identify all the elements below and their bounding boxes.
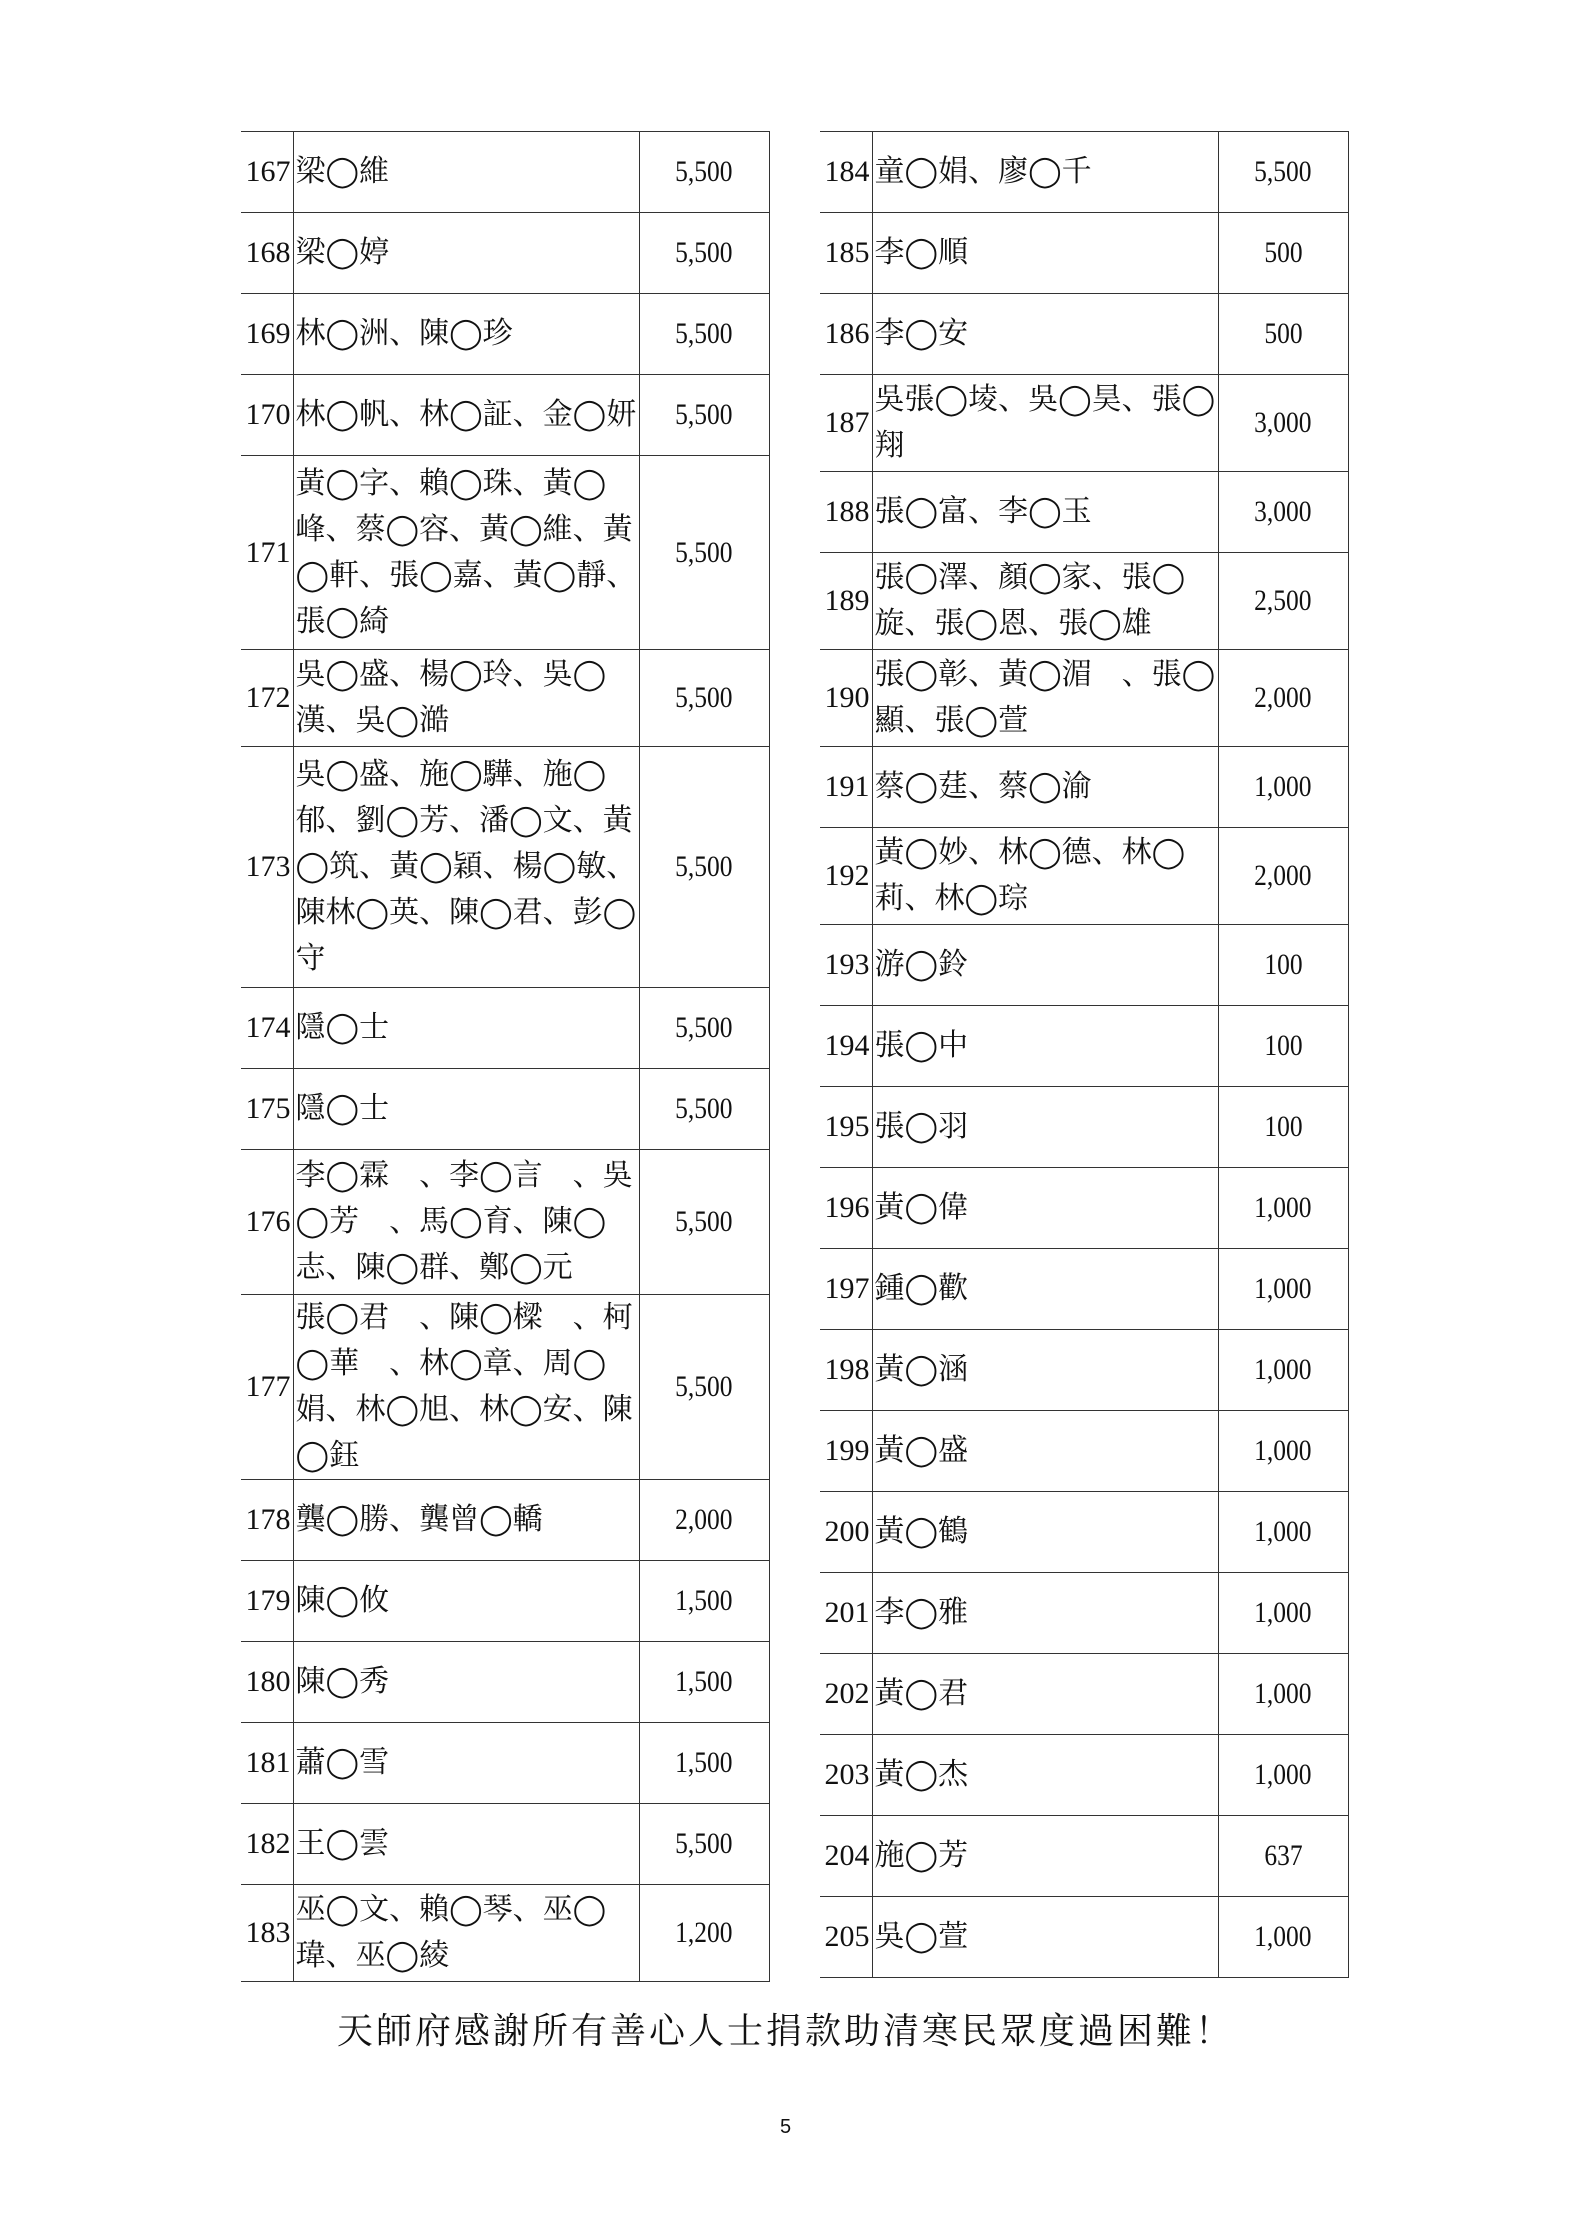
donor-number-text: 171 bbox=[245, 535, 291, 569]
donor-number-text: 195 bbox=[824, 1110, 870, 1143]
donor-names: 林◯帆、林◯証、金◯妍 bbox=[293, 375, 639, 456]
donor-table-left-body bbox=[241, 132, 769, 1982]
donor-names: 李◯雅 bbox=[872, 1573, 1218, 1654]
donation-amount-text: 5,500 bbox=[675, 317, 733, 350]
donor-names: 隱◯士 bbox=[293, 988, 639, 1069]
donor-number bbox=[820, 925, 872, 1006]
donor-row bbox=[820, 1573, 1348, 1654]
donation-amount bbox=[1218, 1087, 1348, 1168]
donation-amount-text: 5,500 bbox=[675, 535, 733, 569]
donor-number bbox=[820, 472, 872, 553]
donation-amount bbox=[1218, 1735, 1348, 1816]
donor-number-text: 178 bbox=[245, 1503, 291, 1536]
donor-number-text: 186 bbox=[824, 317, 870, 350]
donor-number bbox=[241, 1804, 293, 1885]
donor-number bbox=[241, 747, 293, 988]
donor-number-text: 170 bbox=[245, 398, 291, 431]
donor-number bbox=[241, 1069, 293, 1150]
donor-row bbox=[241, 988, 769, 1069]
donor-names: 黃◯盛 bbox=[872, 1411, 1218, 1492]
donation-amount bbox=[639, 1295, 769, 1480]
donor-row bbox=[241, 1150, 769, 1295]
donor-number-text: 173 bbox=[245, 850, 291, 883]
donor-number bbox=[241, 1480, 293, 1561]
donor-number-text: 203 bbox=[824, 1758, 870, 1791]
donor-names: 張◯君 、陳◯樑 、柯◯華 、林◯章、周◯娟、林◯旭、林◯安、陳◯鈺 bbox=[293, 1295, 639, 1480]
donor-table-right-body bbox=[820, 132, 1348, 1978]
donation-amount bbox=[639, 1150, 769, 1295]
donation-amount-text: 1,000 bbox=[1254, 1353, 1312, 1386]
donor-number-text: 167 bbox=[245, 155, 291, 188]
donor-row bbox=[820, 747, 1348, 828]
donor-names: 黃◯鶴 bbox=[872, 1492, 1218, 1573]
donation-amount-text: 3,000 bbox=[1254, 495, 1312, 528]
donation-amount bbox=[639, 213, 769, 294]
donor-row bbox=[820, 1735, 1348, 1816]
donor-row bbox=[241, 1804, 769, 1885]
donor-row bbox=[820, 294, 1348, 375]
donor-number-text: 175 bbox=[245, 1092, 291, 1125]
donor-names: 龔◯勝、龔曾◯轎 bbox=[293, 1480, 639, 1561]
donation-amount-text: 1,000 bbox=[1254, 770, 1312, 803]
donor-number-text: 191 bbox=[824, 770, 870, 803]
donor-row bbox=[820, 1087, 1348, 1168]
donor-number-text: 194 bbox=[824, 1029, 870, 1062]
donation-amount-text: 5,500 bbox=[675, 850, 733, 883]
donor-number-text: 182 bbox=[245, 1827, 291, 1860]
donation-amount bbox=[1218, 828, 1348, 925]
donor-number-text: 192 bbox=[824, 859, 870, 892]
donor-table-left bbox=[241, 131, 770, 1982]
donation-amount bbox=[1218, 213, 1348, 294]
donor-row bbox=[241, 1642, 769, 1723]
donation-amount-text: 5,500 bbox=[1254, 155, 1312, 188]
donor-number-text: 180 bbox=[245, 1665, 291, 1698]
thank-you-message: 天師府感謝所有善心人士捐款助清寒民眾度過困難！ bbox=[336, 2011, 1234, 2052]
donation-amount-text: 2,000 bbox=[675, 1503, 733, 1536]
donor-names: 張◯羽 bbox=[872, 1087, 1218, 1168]
donor-names: 張◯富、李◯玉 bbox=[872, 472, 1218, 553]
donor-names: 黃◯杰 bbox=[872, 1735, 1218, 1816]
donor-row bbox=[820, 1411, 1348, 1492]
donor-row bbox=[241, 132, 769, 213]
donor-row bbox=[241, 213, 769, 294]
donation-amount bbox=[639, 1561, 769, 1642]
donation-amount bbox=[639, 1885, 769, 1982]
donor-number bbox=[241, 294, 293, 375]
donor-names: 施◯芳 bbox=[872, 1816, 1218, 1897]
donor-number-text: 176 bbox=[245, 1205, 291, 1238]
donation-amount bbox=[639, 988, 769, 1069]
donor-number-text: 174 bbox=[245, 1011, 291, 1044]
donation-amount-text: 3,000 bbox=[1254, 406, 1312, 439]
donor-names: 陳◯攸 bbox=[293, 1561, 639, 1642]
donation-amount-text: 5,500 bbox=[675, 1370, 733, 1403]
donor-number bbox=[241, 132, 293, 213]
donor-names: 梁◯維 bbox=[293, 132, 639, 213]
donation-amount-text: 5,500 bbox=[675, 1205, 733, 1238]
donor-names: 黃◯妙、林◯德、林◯莉、林◯琮 bbox=[872, 828, 1218, 925]
donor-number bbox=[820, 375, 872, 472]
donation-amount bbox=[1218, 375, 1348, 472]
donation-amount-text: 1,500 bbox=[675, 1746, 733, 1779]
donation-amount bbox=[1218, 1006, 1348, 1087]
donor-number bbox=[820, 1249, 872, 1330]
donor-number-text: 177 bbox=[245, 1370, 291, 1403]
donor-number-text: 183 bbox=[245, 1916, 291, 1949]
donor-number bbox=[820, 1411, 872, 1492]
donation-amount-text: 1,500 bbox=[675, 1665, 733, 1698]
donor-number-text: 202 bbox=[824, 1677, 870, 1710]
donor-names: 吳◯盛、楊◯玲、吳◯漢、吳◯澔 bbox=[293, 650, 639, 747]
donor-number bbox=[241, 375, 293, 456]
donation-amount bbox=[1218, 925, 1348, 1006]
donation-amount-text: 5,500 bbox=[675, 681, 733, 714]
donor-number-text: 185 bbox=[824, 236, 870, 269]
donor-number bbox=[820, 294, 872, 375]
donation-amount bbox=[639, 1480, 769, 1561]
donation-amount bbox=[639, 456, 769, 650]
donor-names: 蕭◯雪 bbox=[293, 1723, 639, 1804]
donor-number-text: 181 bbox=[245, 1746, 291, 1779]
donation-amount bbox=[639, 1069, 769, 1150]
donor-number bbox=[241, 1885, 293, 1982]
donor-names: 黃◯偉 bbox=[872, 1168, 1218, 1249]
donor-number bbox=[241, 1561, 293, 1642]
donation-amount-text: 1,000 bbox=[1254, 1434, 1312, 1467]
donor-number bbox=[820, 1654, 872, 1735]
donation-amount-text: 1,000 bbox=[1254, 1920, 1312, 1953]
donor-names: 吳◯盛、施◯驊、施◯郁、劉◯芳、潘◯文、黃◯筑、黃◯穎、楊◯敏、陳林◯英、陳◯君、彭◯守 bbox=[293, 747, 639, 988]
donor-number bbox=[241, 1295, 293, 1480]
donor-number bbox=[241, 1150, 293, 1295]
donation-amount-text: 500 bbox=[1263, 236, 1303, 269]
donor-row bbox=[241, 1723, 769, 1804]
donor-number bbox=[241, 213, 293, 294]
donor-names: 李◯安 bbox=[872, 294, 1218, 375]
donor-number-text: 197 bbox=[824, 1272, 870, 1305]
donor-names: 李◯霖 、李◯言 、吳◯芳 、馬◯育、陳◯志、陳◯群、鄭◯元 bbox=[293, 1150, 639, 1295]
donation-amount bbox=[1218, 1573, 1348, 1654]
donor-table-right bbox=[820, 131, 1349, 1978]
donor-names: 蔡◯莛、蔡◯渝 bbox=[872, 747, 1218, 828]
donor-row bbox=[241, 294, 769, 375]
donor-row bbox=[241, 1295, 769, 1480]
donor-number-text: 204 bbox=[824, 1839, 870, 1872]
donor-names: 林◯洲、陳◯珍 bbox=[293, 294, 639, 375]
donor-number-text: 190 bbox=[824, 681, 870, 714]
donation-amount-text: 5,500 bbox=[675, 1011, 733, 1044]
donation-amount-text: 1,000 bbox=[1254, 1272, 1312, 1305]
donor-number-text: 187 bbox=[824, 406, 870, 439]
donor-number bbox=[241, 988, 293, 1069]
donation-amount-text: 2,000 bbox=[1254, 859, 1312, 892]
donor-names: 吳◯萱 bbox=[872, 1897, 1218, 1978]
donor-number bbox=[820, 650, 872, 747]
donor-number-text: 201 bbox=[824, 1596, 870, 1629]
donor-number bbox=[820, 1816, 872, 1897]
donor-number-text: 193 bbox=[824, 948, 870, 981]
donor-number-text: 169 bbox=[245, 317, 291, 350]
donor-number bbox=[241, 650, 293, 747]
donation-amount bbox=[1218, 1654, 1348, 1735]
donation-amount-text: 1,000 bbox=[1254, 1596, 1312, 1629]
donation-amount bbox=[1218, 1330, 1348, 1411]
donation-amount-text: 5,500 bbox=[675, 155, 733, 188]
donation-amount-text: 1,000 bbox=[1254, 1191, 1312, 1224]
donation-amount bbox=[639, 1804, 769, 1885]
donor-number-text: 189 bbox=[824, 584, 870, 617]
donor-names: 張◯澤、顏◯家、張◯旋、張◯恩、張◯雄 bbox=[872, 553, 1218, 650]
donor-row bbox=[820, 1897, 1348, 1978]
donation-amount-text: 637 bbox=[1263, 1839, 1303, 1872]
donor-number bbox=[820, 1897, 872, 1978]
donor-row bbox=[241, 1480, 769, 1561]
donation-amount-text: 100 bbox=[1263, 1110, 1303, 1143]
donation-amount bbox=[1218, 1816, 1348, 1897]
donation-amount bbox=[1218, 1897, 1348, 1978]
donor-row bbox=[241, 1561, 769, 1642]
donation-amount-text: 2,500 bbox=[1254, 584, 1312, 617]
donor-number-text: 199 bbox=[824, 1434, 870, 1467]
donation-amount-text: 1,000 bbox=[1254, 1515, 1312, 1548]
donation-amount bbox=[1218, 650, 1348, 747]
donor-row bbox=[241, 650, 769, 747]
donor-names: 梁◯婷 bbox=[293, 213, 639, 294]
donor-number bbox=[820, 1492, 872, 1573]
donation-amount-text: 1,000 bbox=[1254, 1758, 1312, 1791]
donation-amount bbox=[639, 1642, 769, 1723]
donor-row bbox=[820, 1249, 1348, 1330]
donation-amount bbox=[639, 294, 769, 375]
donor-names: 隱◯士 bbox=[293, 1069, 639, 1150]
donor-number bbox=[820, 1330, 872, 1411]
donor-number-text: 179 bbox=[245, 1584, 291, 1617]
donation-amount bbox=[1218, 1168, 1348, 1249]
donation-amount-text: 500 bbox=[1263, 317, 1303, 350]
donor-number bbox=[241, 1723, 293, 1804]
donor-number bbox=[820, 828, 872, 925]
donor-number-text: 200 bbox=[824, 1515, 870, 1548]
donor-names: 李◯順 bbox=[872, 213, 1218, 294]
donor-row bbox=[820, 213, 1348, 294]
donor-names: 黃◯涵 bbox=[872, 1330, 1218, 1411]
donor-names: 陳◯秀 bbox=[293, 1642, 639, 1723]
donor-number-text: 205 bbox=[824, 1920, 870, 1953]
donation-amount-text: 1,200 bbox=[675, 1916, 733, 1949]
donation-amount bbox=[1218, 553, 1348, 650]
donor-names: 吳張◯堎、吳◯昊、張◯翔 bbox=[872, 375, 1218, 472]
page-number: 5 bbox=[779, 2116, 792, 2138]
donor-row bbox=[820, 472, 1348, 553]
donor-number bbox=[820, 1168, 872, 1249]
donor-number-text: 188 bbox=[824, 495, 870, 528]
donor-number bbox=[820, 213, 872, 294]
donor-row bbox=[820, 1816, 1348, 1897]
donation-amount-text: 1,000 bbox=[1254, 1677, 1312, 1710]
donor-row bbox=[820, 132, 1348, 213]
donor-row bbox=[820, 1330, 1348, 1411]
donor-row bbox=[820, 650, 1348, 747]
donation-amount bbox=[1218, 1411, 1348, 1492]
donation-amount-text: 100 bbox=[1263, 1029, 1303, 1062]
donor-names: 王◯雲 bbox=[293, 1804, 639, 1885]
donor-number bbox=[820, 132, 872, 213]
donation-amount-text: 2,000 bbox=[1254, 681, 1312, 714]
donor-number bbox=[241, 456, 293, 650]
donor-number bbox=[241, 1642, 293, 1723]
donor-number-text: 172 bbox=[245, 681, 291, 714]
donation-amount bbox=[1218, 132, 1348, 213]
donor-names: 游◯鈴 bbox=[872, 925, 1218, 1006]
donor-number-text: 196 bbox=[824, 1191, 870, 1224]
donation-amount-text: 5,500 bbox=[675, 1827, 733, 1860]
donation-amount bbox=[1218, 472, 1348, 553]
donor-number-text: 184 bbox=[824, 155, 870, 188]
donor-number-text: 198 bbox=[824, 1353, 870, 1386]
donor-row bbox=[820, 1654, 1348, 1735]
donation-amount bbox=[639, 1723, 769, 1804]
donor-number bbox=[820, 1087, 872, 1168]
donor-names: 黃◯君 bbox=[872, 1654, 1218, 1735]
donor-row bbox=[241, 456, 769, 650]
donor-number bbox=[820, 1735, 872, 1816]
donation-amount bbox=[1218, 747, 1348, 828]
donation-amount-text: 5,500 bbox=[675, 1092, 733, 1125]
donor-row bbox=[820, 1006, 1348, 1087]
donor-row bbox=[820, 1492, 1348, 1573]
donation-amount bbox=[1218, 294, 1348, 375]
donor-names: 張◯彰、黃◯湄 、張◯顯、張◯萱 bbox=[872, 650, 1218, 747]
donor-row bbox=[820, 375, 1348, 472]
donor-number bbox=[820, 747, 872, 828]
donation-amount-text: 5,500 bbox=[675, 236, 733, 269]
donation-amount-text: 100 bbox=[1263, 948, 1303, 981]
donor-names: 巫◯文、賴◯琴、巫◯瑋、巫◯綾 bbox=[293, 1885, 639, 1982]
donor-row bbox=[820, 1168, 1348, 1249]
donor-names: 童◯娟、廖◯千 bbox=[872, 132, 1218, 213]
donation-amount bbox=[1218, 1492, 1348, 1573]
donor-number-text: 168 bbox=[245, 236, 291, 269]
donor-names: 黃◯字、賴◯珠、黃◯峰、蔡◯容、黃◯維、黃◯軒、張◯嘉、黃◯靜、張◯綺 bbox=[293, 456, 639, 650]
donation-amount bbox=[639, 747, 769, 988]
donor-row bbox=[820, 925, 1348, 1006]
donor-row bbox=[820, 553, 1348, 650]
donor-names: 張◯中 bbox=[872, 1006, 1218, 1087]
donation-amount-text: 1,500 bbox=[675, 1584, 733, 1617]
donor-names: 鍾◯歡 bbox=[872, 1249, 1218, 1330]
donor-number bbox=[820, 553, 872, 650]
donation-amount bbox=[639, 132, 769, 213]
donation-amount bbox=[639, 650, 769, 747]
donation-amount bbox=[1218, 1249, 1348, 1330]
donation-amount-text: 5,500 bbox=[675, 398, 733, 431]
donor-number bbox=[820, 1573, 872, 1654]
donor-row bbox=[241, 1885, 769, 1982]
donation-amount bbox=[639, 375, 769, 456]
donor-row bbox=[820, 828, 1348, 925]
donor-row bbox=[241, 375, 769, 456]
donor-row bbox=[241, 1069, 769, 1150]
donor-row bbox=[241, 747, 769, 988]
donor-number bbox=[820, 1006, 872, 1087]
